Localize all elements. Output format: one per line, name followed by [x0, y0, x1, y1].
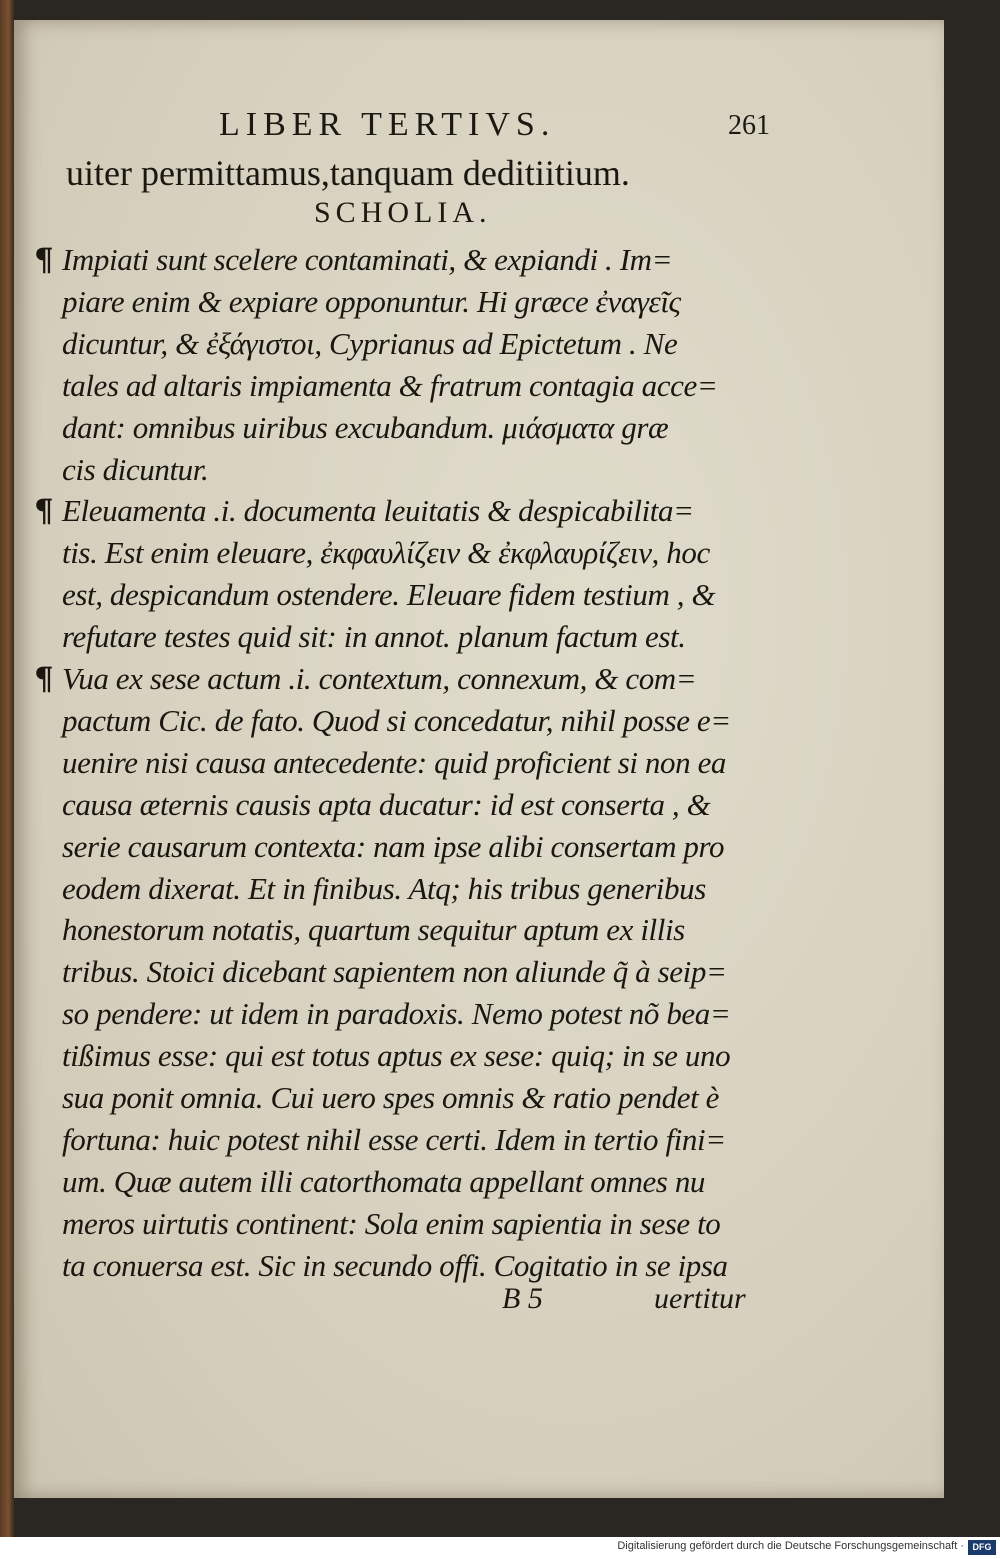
book-spine-edge: [0, 0, 14, 1537]
dfg-logo: DFG: [968, 1540, 996, 1555]
first-text-line: uiter permittamus,tanquam deditiitium.: [66, 153, 630, 193]
scholia-line: ta conuersa est. Sic in secundo offi. Cogitatio in se ipsa: [62, 1247, 728, 1283]
scholia-line: Vua ex sese actum .i. contextum, connexum, & com=: [62, 661, 697, 696]
running-title: LIBER TERTIVS.: [219, 106, 556, 143]
scholia-line: fortuna: huic potest nihil esse certi. Idem in tertio fini=: [62, 1121, 726, 1157]
scholia-line: um. Quæ autem illi catorthomata appellant omnes nu: [62, 1163, 706, 1199]
scholia-line: dicuntur, & ἐξάγιστοι, Cyprianus ad Epictetum . Ne: [62, 325, 678, 361]
scholia-line: refutare testes quid sit: in annot. planum factum est.: [62, 619, 686, 655]
scholia-line: pactum Cic. de fato. Quod si concedatur, nihil posse e=: [62, 702, 731, 738]
pilcrow-icon: ¶: [34, 242, 54, 278]
scholia-line: tis. Est enim eleuare, ἐκφαυλίζειν & ἐκφλαυρίζειν, hoc: [62, 535, 710, 571]
scholia-line: so pendere: ut idem in paradoxis. Nemo potest nõ bea=: [62, 996, 731, 1032]
scholia-line: sua ponit omnia. Cui uero spes omnis & ratio pendet è: [62, 1080, 720, 1115]
pilcrow-icon: ¶: [34, 661, 54, 697]
catchword: uertitur: [654, 1282, 746, 1315]
pilcrow-icon: ¶: [34, 493, 54, 530]
scholia-line: causa æternis causis apta ducatur: id est conserta , &: [62, 786, 711, 822]
page-number: 261: [728, 110, 770, 141]
signature-mark: B 5: [502, 1282, 543, 1315]
scholia-line: tißimus esse: qui est totus aptus ex sese: quiq; in se uno: [62, 1038, 731, 1074]
scholia-line: est, despicandum ostendere. Eleuare fidem testium , &: [62, 577, 716, 613]
scholia-line: tribus. Stoici dicebant sapientem non aliunde q̃ à seip=: [62, 954, 727, 990]
footer-credit: Digitalisierung gefördert durch die Deutsche Forschungsgemeinschaft ·: [617, 1540, 964, 1552]
scholia-line: cis dicuntur.: [62, 451, 209, 487]
scholia-line: piare enim & expiare opponuntur. Hi græce ἐναγεῖς: [62, 283, 681, 319]
scholia-line: serie causarum contexta: nam ipse alibi consertam pro: [62, 828, 725, 864]
scholia-line: meros uirtutis continent: Sola enim sapientia in sese to: [62, 1205, 721, 1241]
scholia-line: eodem dixerat. Et in finibus. Atq; his tribus generibus: [62, 870, 706, 906]
scholia-line: Impiati sunt scelere contaminati, & expiandi . Im=: [62, 242, 673, 277]
footer-bar: [0, 1537, 1000, 1559]
section-heading: SCHOLIA.: [314, 196, 492, 229]
scholia-line: dant: omnibus uiribus excubandum. μιάσματα græ: [62, 409, 669, 445]
book-page: [14, 20, 944, 1498]
scholia-line: Eleuamenta .i. documenta leuitatis & despicabilita=: [62, 493, 694, 529]
scholia-line: uenire nisi causa antecedente: quid proficient si non ea: [62, 744, 727, 780]
scholia-line: honestorum notatis, quartum sequitur aptum ex illis: [62, 912, 685, 948]
scholia-line: tales ad altaris impiamenta & fratrum contagia acce=: [62, 367, 718, 403]
